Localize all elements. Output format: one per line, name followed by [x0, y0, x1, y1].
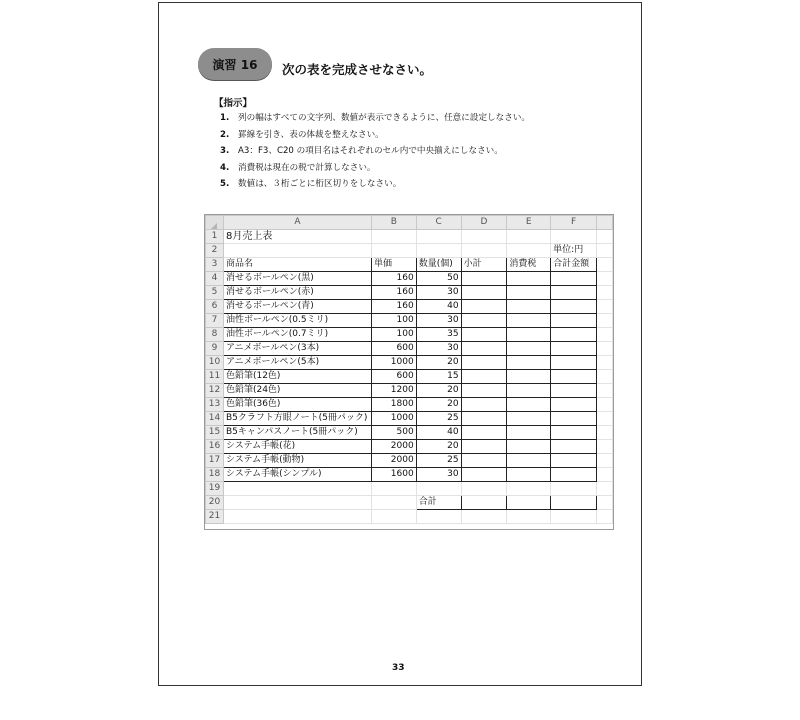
subtotal-cell[interactable]	[461, 398, 507, 412]
row-number[interactable]: 12	[206, 384, 224, 398]
product-name-cell[interactable]: 消せるボールペン(黒)	[223, 272, 371, 286]
cell[interactable]	[597, 244, 613, 258]
tax-cell[interactable]	[507, 328, 551, 342]
total-cell[interactable]	[551, 426, 597, 440]
quantity-cell[interactable]: 40	[416, 300, 461, 314]
header-cell[interactable]: 商品名	[223, 258, 371, 272]
instruction-item	[220, 160, 530, 177]
header-cell[interactable]: 小計	[461, 258, 507, 272]
quantity-cell[interactable]: 40	[416, 426, 461, 440]
spreadsheet-grid	[205, 215, 613, 524]
quantity-cell[interactable]: 30	[416, 314, 461, 328]
instruction-number: 1.	[220, 113, 230, 123]
tax-cell[interactable]	[507, 286, 551, 300]
unit-price-cell[interactable]: 600	[371, 342, 416, 356]
cell[interactable]	[507, 244, 551, 258]
subtotal-cell[interactable]	[461, 286, 507, 300]
unit-price-cell[interactable]: 600	[371, 370, 416, 384]
column-header-d[interactable]: D	[461, 216, 507, 230]
header-cell[interactable]: 単価	[371, 258, 416, 272]
row-number[interactable]: 8	[206, 328, 224, 342]
instruction-item	[220, 127, 530, 144]
cell[interactable]	[507, 482, 551, 496]
unit-price-cell[interactable]: 2000	[371, 440, 416, 454]
instruction-text: 数値は、３桁ごとに桁区切りをしなさい。	[238, 179, 402, 190]
row-number[interactable]: 5	[206, 286, 224, 300]
quantity-cell[interactable]: 20	[416, 398, 461, 412]
quantity-cell[interactable]: 50	[416, 272, 461, 286]
unit-price-cell[interactable]: 160	[371, 286, 416, 300]
product-row	[206, 272, 613, 286]
instruction-text: 列の幅はすべての文字列、数値が表示できるように、任意に設定しなさい。	[238, 113, 531, 123]
cell[interactable]	[461, 244, 507, 258]
cell[interactable]	[597, 510, 613, 524]
sheet-title-cell[interactable]: 8月売上表	[223, 230, 371, 244]
subtotal-cell[interactable]	[461, 440, 507, 454]
unit-price-cell[interactable]: 1000	[371, 412, 416, 426]
unit-price-cell[interactable]: 1600	[371, 468, 416, 482]
row-number[interactable]: 10	[206, 356, 224, 370]
cell[interactable]	[223, 496, 371, 510]
cell[interactable]	[551, 230, 597, 244]
product-row	[206, 398, 613, 412]
product-row	[206, 370, 613, 384]
product-row	[206, 412, 613, 426]
tax-cell[interactable]	[507, 314, 551, 328]
product-row	[206, 314, 613, 328]
cell[interactable]	[597, 286, 613, 300]
unit-price-cell[interactable]: 100	[371, 328, 416, 342]
cell[interactable]	[597, 314, 613, 328]
instructions-list	[220, 110, 530, 193]
sheet-row	[206, 482, 613, 496]
total-cell[interactable]	[551, 356, 597, 370]
total-cell[interactable]	[551, 398, 597, 412]
row-number[interactable]: 3	[206, 258, 224, 272]
quantity-cell[interactable]: 15	[416, 370, 461, 384]
cell[interactable]	[597, 454, 613, 468]
row-number[interactable]: 15	[206, 426, 224, 440]
product-row	[206, 384, 613, 398]
instruction-number: 5.	[220, 179, 230, 190]
total-cell[interactable]	[551, 468, 597, 482]
product-name-cell[interactable]: アニメボールペン(3本)	[223, 342, 371, 356]
cell[interactable]	[597, 384, 613, 398]
product-name-cell[interactable]: アニメボールペン(5本)	[223, 356, 371, 370]
row-number[interactable]: 21	[206, 510, 224, 524]
product-name-cell[interactable]: システム手帳(動物)	[223, 454, 371, 468]
total-cell[interactable]	[551, 384, 597, 398]
tax-cell[interactable]	[507, 412, 551, 426]
header-cell[interactable]: 消費税	[507, 258, 551, 272]
tax-cell[interactable]	[507, 342, 551, 356]
product-row	[206, 328, 613, 342]
total-cell[interactable]	[551, 342, 597, 356]
instruction-item	[220, 176, 530, 193]
cell[interactable]	[371, 244, 416, 258]
cell[interactable]	[371, 230, 416, 244]
quantity-cell[interactable]: 25	[416, 454, 461, 468]
product-name-cell[interactable]: B5キャンパスノート(5冊パック)	[223, 426, 371, 440]
product-name-cell[interactable]: 色鉛筆(36色)	[223, 398, 371, 412]
quantity-cell[interactable]: 35	[416, 328, 461, 342]
product-row	[206, 454, 613, 468]
total-cell[interactable]	[551, 328, 597, 342]
cell[interactable]	[597, 482, 613, 496]
unit-price-cell[interactable]: 1000	[371, 356, 416, 370]
product-row	[206, 356, 613, 370]
tax-cell[interactable]	[507, 440, 551, 454]
cell[interactable]	[461, 482, 507, 496]
instruction-number: 4.	[220, 162, 230, 173]
row-number[interactable]: 14	[206, 412, 224, 426]
column-header-spacer	[597, 216, 613, 230]
product-row	[206, 286, 613, 300]
product-name-cell[interactable]: 色鉛筆(24色)	[223, 384, 371, 398]
select-all-corner[interactable]	[206, 216, 224, 230]
instruction-text: A3：F3、C20 の項目名はそれぞれのセル内で中央揃えにしなさい。	[238, 146, 503, 157]
row-number[interactable]: 19	[206, 482, 224, 496]
row-number[interactable]: 2	[206, 244, 224, 258]
quantity-cell[interactable]: 25	[416, 412, 461, 426]
total-cell[interactable]	[551, 314, 597, 328]
product-name-cell[interactable]: B5クラフト方眼ノート(5冊パック)	[223, 412, 371, 426]
cell[interactable]	[461, 230, 507, 244]
product-name-cell[interactable]: システム手帳(花)	[223, 440, 371, 454]
instruction-item	[220, 110, 530, 127]
quantity-cell[interactable]: 30	[416, 286, 461, 300]
cell[interactable]	[416, 230, 461, 244]
subtotal-cell[interactable]	[461, 370, 507, 384]
tax-cell[interactable]	[507, 454, 551, 468]
row-number[interactable]: 18	[206, 468, 224, 482]
product-name-cell[interactable]: 色鉛筆(12色)	[223, 370, 371, 384]
cell[interactable]	[551, 482, 597, 496]
subtotal-cell[interactable]	[461, 356, 507, 370]
unit-price-cell[interactable]: 500	[371, 426, 416, 440]
sheet-row	[206, 244, 613, 258]
instruction-text: 消費税は現在の税で計算しなさい。	[238, 162, 376, 173]
cell[interactable]	[597, 496, 613, 510]
tax-cell[interactable]	[507, 426, 551, 440]
tax-cell[interactable]	[507, 356, 551, 370]
product-name-cell[interactable]: 油性ボールペン(0.7ミリ)	[223, 328, 371, 342]
cell[interactable]	[597, 370, 613, 384]
unit-price-cell[interactable]: 100	[371, 314, 416, 328]
total-tax-cell[interactable]	[507, 496, 551, 510]
cell[interactable]	[597, 412, 613, 426]
column-header-row	[206, 216, 613, 230]
product-row	[206, 468, 613, 482]
unit-price-cell[interactable]: 160	[371, 272, 416, 286]
total-label-cell[interactable]: 合計	[416, 496, 461, 510]
subtotal-cell[interactable]	[461, 468, 507, 482]
tax-cell[interactable]	[507, 398, 551, 412]
subtotal-cell[interactable]	[461, 426, 507, 440]
cell[interactable]	[597, 426, 613, 440]
subtotal-cell[interactable]	[461, 314, 507, 328]
cell[interactable]	[371, 510, 416, 524]
column-header-f[interactable]: F	[551, 216, 597, 230]
product-row	[206, 342, 613, 356]
unit-price-cell[interactable]: 1800	[371, 398, 416, 412]
row-number[interactable]: 17	[206, 454, 224, 468]
row-number[interactable]: 7	[206, 314, 224, 328]
instruction-number: 2.	[220, 129, 230, 140]
column-header-b[interactable]: B	[371, 216, 416, 230]
row-number[interactable]: 1	[206, 230, 224, 244]
instruction-number: 3.	[220, 146, 230, 157]
spreadsheet-screenshot	[204, 214, 614, 530]
cell[interactable]	[597, 356, 613, 370]
tax-cell[interactable]	[507, 384, 551, 398]
unit-label-cell[interactable]: 単位:円	[551, 244, 597, 258]
subtotal-cell[interactable]	[461, 272, 507, 286]
row-number[interactable]: 20	[206, 496, 224, 510]
quantity-cell[interactable]: 20	[416, 384, 461, 398]
quantity-cell[interactable]: 20	[416, 440, 461, 454]
tax-cell[interactable]	[507, 272, 551, 286]
product-name-cell[interactable]: 消せるボールペン(青)	[223, 300, 371, 314]
instruction-text: 罫線を引き、表の体裁を整えなさい。	[238, 129, 384, 140]
cell[interactable]	[507, 510, 551, 524]
exercise-heading: 次の表を完成させなさい。	[282, 62, 433, 77]
cell[interactable]	[551, 510, 597, 524]
subtotal-cell[interactable]	[461, 328, 507, 342]
total-cell[interactable]	[551, 412, 597, 426]
subtotal-cell[interactable]	[461, 342, 507, 356]
row-number[interactable]: 11	[206, 370, 224, 384]
product-name-cell[interactable]: システム手帳(シンプル)	[223, 468, 371, 482]
row-number[interactable]: 13	[206, 398, 224, 412]
cell[interactable]	[597, 328, 613, 342]
cell[interactable]	[597, 300, 613, 314]
cell[interactable]	[597, 272, 613, 286]
sheet-total-row	[206, 496, 613, 510]
column-header-a[interactable]: A	[223, 216, 371, 230]
quantity-cell[interactable]: 30	[416, 468, 461, 482]
row-number[interactable]: 16	[206, 440, 224, 454]
sheet-header-row	[206, 258, 613, 272]
sheet-row	[206, 510, 613, 524]
cell[interactable]	[597, 440, 613, 454]
total-amount-cell[interactable]	[551, 496, 597, 510]
unit-price-cell[interactable]: 1200	[371, 384, 416, 398]
cell[interactable]	[461, 510, 507, 524]
row-number[interactable]: 6	[206, 300, 224, 314]
cell[interactable]	[223, 244, 371, 258]
product-row	[206, 426, 613, 440]
cell[interactable]	[597, 230, 613, 244]
cell[interactable]	[597, 342, 613, 356]
subtotal-cell[interactable]	[461, 300, 507, 314]
subtotal-cell[interactable]	[461, 454, 507, 468]
cell[interactable]	[597, 468, 613, 482]
unit-price-cell[interactable]: 2000	[371, 454, 416, 468]
product-row	[206, 300, 613, 314]
instruction-item	[220, 143, 530, 160]
total-subtotal-cell[interactable]	[461, 496, 507, 510]
tax-cell[interactable]	[507, 300, 551, 314]
sheet-row	[206, 230, 613, 244]
cell[interactable]	[371, 482, 416, 496]
cell[interactable]	[507, 230, 551, 244]
cell[interactable]	[416, 482, 461, 496]
cell[interactable]	[223, 510, 371, 524]
total-cell[interactable]	[551, 286, 597, 300]
unit-price-cell[interactable]: 160	[371, 300, 416, 314]
cell[interactable]	[223, 482, 371, 496]
column-header-c[interactable]: C	[416, 216, 461, 230]
subtotal-cell[interactable]	[461, 384, 507, 398]
product-name-cell[interactable]: 油性ボールペン(0.5ミリ)	[223, 314, 371, 328]
cell[interactable]	[416, 244, 461, 258]
exercise-badge: 演習 16	[198, 48, 272, 80]
page-number: 33	[392, 663, 405, 673]
total-cell[interactable]	[551, 370, 597, 384]
product-name-cell[interactable]: 消せるボールペン(赤)	[223, 286, 371, 300]
header-cell[interactable]: 合計金額	[551, 258, 597, 272]
product-row	[206, 440, 613, 454]
total-cell[interactable]	[551, 454, 597, 468]
tax-cell[interactable]	[507, 370, 551, 384]
total-cell[interactable]	[551, 440, 597, 454]
data-rows	[206, 272, 613, 482]
cell[interactable]	[597, 398, 613, 412]
tax-cell[interactable]	[507, 468, 551, 482]
total-cell[interactable]	[551, 272, 597, 286]
quantity-cell[interactable]: 20	[416, 356, 461, 370]
cell[interactable]	[416, 510, 461, 524]
row-number[interactable]: 4	[206, 272, 224, 286]
cell[interactable]	[597, 258, 613, 272]
header-cell[interactable]: 数量(個)	[416, 258, 461, 272]
cell[interactable]	[371, 496, 416, 510]
total-cell[interactable]	[551, 300, 597, 314]
quantity-cell[interactable]: 30	[416, 342, 461, 356]
row-number[interactable]: 9	[206, 342, 224, 356]
column-header-e[interactable]: E	[507, 216, 551, 230]
subtotal-cell[interactable]	[461, 412, 507, 426]
instructions-title: 【指示】	[214, 98, 253, 109]
